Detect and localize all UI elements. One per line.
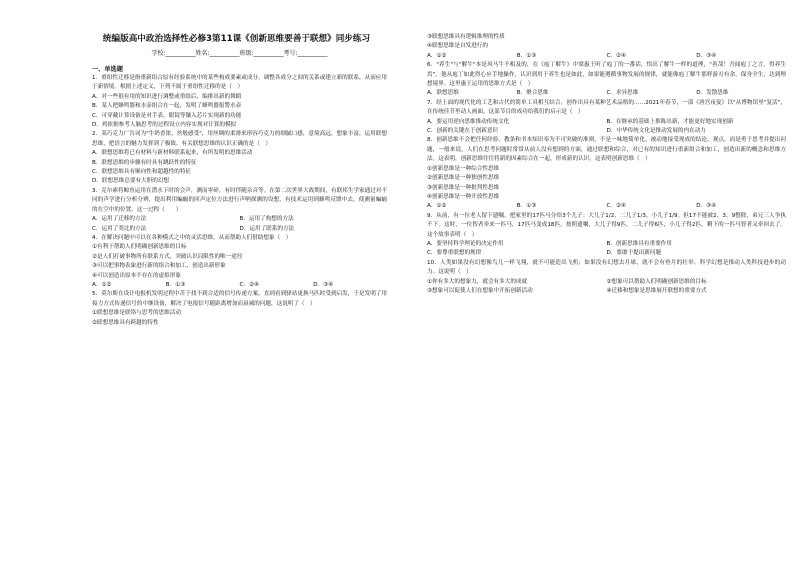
question-stem: 9．从前，有一位老人留下遗嘱，把家里的17匹马分给3个儿子：大儿子1/2，二儿子1/3，小儿子1/9。但17不能被2、3、9整除，弟兄三人争执不下。这时，一位智者牵来一匹马，17匹马变成18匹，按照遗嘱，大儿子得9匹，二儿子得6匹，小儿子得2匹，剩下的一匹马智者又牵回去了。这个故事表明（ ）: [427, 212, 786, 238]
option-b: B．某人把蜂鸣器和水壶组合在一起，发明了蜂鸣器报警水壶: [92, 103, 242, 110]
option-b: B．聚合思维: [516, 90, 549, 97]
option-b: B．①③: [516, 52, 537, 59]
option-d: D．③④: [696, 52, 717, 59]
question-6: [427, 61, 786, 99]
option-d: D．③④: [313, 281, 334, 288]
statement-1: ①你有多大的想象力，就会有多大的成就: [427, 278, 528, 285]
question-stem: 10．人类如果没有幻想像鸟儿一样飞翔，就不可能造出飞机；如果没有幻想去月球，就不会有登月的壮举。科学幻想是推动人类科技进步的动力。这说明（ ）: [427, 259, 786, 276]
statement-1: ①创新思维是一种综合性思维: [427, 165, 500, 172]
question-stem: 2．某巧克力广告词为"牛奶香浓，丝般感受"，用丝绸的柔滑来形容巧克力的细腻口感，意境高远，想象丰富，运用联想思维，把语言的魅力发挥到了极致。有关联想思维的认识正确的是（ ）: [92, 131, 387, 147]
option-c: C．可穿戴计算设备是对手表、眼镜等镶入芯片实现新的功能: [92, 112, 242, 119]
options-row: [427, 249, 786, 258]
options-row: [427, 240, 786, 249]
options-row: [92, 225, 387, 234]
statements-row: [427, 278, 786, 287]
question-stem: 3．克尔索将鲸鱼运用在潜水下时的会声，测而零碎，有时伴随杂音等。在第二次世界大战期间，有联邦生学家通过对不同的声学进行分析分辨，提出利用蝙蝠的回声定位方法进行声呐探测的设想，有技术运用到蜂鸣反馈中去，使测量蝙蝠的在空中的位置，这一过程（ ）: [92, 187, 387, 213]
option-a: A．①②: [427, 203, 447, 210]
statement-2: ②联想思维具有跨越的特性: [92, 319, 159, 326]
options-row: [427, 118, 786, 127]
option-a: A．要坚持科学理论的决定作用: [427, 240, 504, 247]
option-a: A．联想思维将已有材料与新材料联系起来，有所发明的思维活动: [92, 150, 253, 157]
options-row: [427, 127, 786, 136]
statement-3: ③联想思维具有逻辑推理的性质: [427, 34, 505, 40]
option-b: B．联想思维的步骤有时具有跳跃性的特征: [92, 159, 197, 166]
option-a: A．运用了迁移的方法: [92, 216, 147, 223]
question-2: [92, 130, 387, 186]
question-stem: 6．"养生"与"解牛"本是风马牛不相及的，在《庖丁解牛》中梁惠王听了庖丁的一番话，悟出了解牛一样的道理，"善哉！吾闻庖丁之言，得养生焉"。他从庖丁如此得心应手地操作，认识到用于养生也是如此，如果能遵循事物发展的规律，就能像庖丁解牛那样游刃有余，保身全生，达到理想境界。这里惠王运用的思维方式是（ ）: [427, 62, 786, 88]
question-1: [92, 74, 387, 130]
option-a: A．联想思维: [427, 90, 459, 97]
statement-3: ③创新思维是一种批判性思维: [427, 184, 500, 191]
question-stem: 7．经上面的现代化的工艺和古代的简单工具相互结合，创作出具有某种艺术品格的……2021年春节，一部《唐宫夜宴》以"从博物馆里"复活"，在传统佳节里动人画面。这部节目的成功给我们的启示是（ ）: [427, 99, 786, 116]
options-row: [427, 202, 786, 211]
statement-4: ④联想思维是自发进行的: [427, 43, 488, 50]
option-c: C．求异思维: [606, 90, 639, 97]
option-c: C．联想思维具有顺向性和超越性的特征: [92, 169, 192, 176]
student-info-line: 学校:__________姓名:__________班级:__________考号:__________: [151, 50, 328, 57]
question-stem: 5．莫尔斯在设计电报机发明过程中苦于找不到合适的信号传递方案，直到看到驿站更换马匹时受到启发，于是发明了用接力方式传递信号的中继设备，解决了电报信号随距离增加而衰减的问题，这说明了（ ）: [92, 291, 387, 307]
question-stem: 8．创新思维不会把任何经验、教条和书本知识奉为不可突破的准则，不是一味地简单化、被动地接受现成的结论、观点，而是勇于思考并提出问题，一般来说，人们在思考问题时常常从前人没有想到的方面，通过联想和综合，对已有的知识进行重新组合和加工，创造出新的概念和思维方法。这表明，创新思维往往将新的因素综合在一起，形成新的认识。这表明创新思维（ ）: [427, 137, 786, 163]
statement-3: ③想象可以促使人们在想象中开拓创新活动: [427, 287, 533, 294]
question-stem: 4．在解决问题中可以在各种模式之中的灵活思维，从而帮助人们借助想象（ ）: [92, 234, 292, 241]
statement-2: ②创新思维是一种独创性思维: [427, 175, 500, 182]
option-c: C．运用了类比的方法: [92, 225, 147, 232]
statement-1: ①联想思维是联络与思考的思维活动: [92, 310, 181, 317]
option-d: D．③④: [696, 203, 717, 210]
document-title: 统编版高中政治选择性必修3第11课《创新思维要善于联想》同步练习: [102, 34, 371, 44]
question-7: [427, 99, 786, 137]
statement-2: ②是人们打破事物所有联系方式，突破认识局限性的唯一途径: [92, 253, 243, 260]
question-10: [427, 259, 786, 297]
question-5: [92, 290, 387, 328]
statement-3: ③可以把事物表象进行新的组合和加工，创造出新形象: [92, 263, 226, 270]
option-a: A．①②: [92, 281, 112, 288]
question-8: [427, 136, 786, 211]
statement-2: ②想象可以帮助人们明确创新思维的目标: [606, 278, 707, 285]
option-d: D．运用了联系的方法: [239, 225, 295, 232]
option-c: C．②④: [239, 281, 260, 288]
option-d: D．要敢于提出新问题: [606, 250, 662, 257]
option-a: A．对一些很有用的知识进行调整或重组后，编排出新的舞蹈: [92, 93, 242, 100]
right-page: [397, 0, 794, 562]
question-stem: 1．重组性迁移是指重新组合原有经验系统中的某些构成要素或成分，调整各成分之间的关系或建立新的联系，从而应用于新情境。根据上述定义，下列不属于重组性迁移的是（ ）: [92, 75, 387, 91]
statement-4: ④迁移和想象是思维展开联想的重要方式: [606, 287, 707, 294]
statement-4: ④可以创造出原本不存在的虚拟形象: [92, 272, 181, 279]
option-c: C．要尊重联想的规律: [427, 250, 482, 257]
options-row: [427, 52, 786, 61]
question-9: [427, 212, 786, 259]
option-b: B．①③: [516, 203, 537, 210]
option-b: B．运用了构想的方法: [239, 216, 294, 223]
option-c: C．②④: [606, 52, 627, 59]
option-d: D．鸡依据参考人脑思考的过程设立内容实现对计算的模拟: [92, 122, 237, 129]
option-b: B．创新思维具有重要作用: [606, 240, 672, 247]
option-b: B．在继承的基础上推陈出新，才能更好地实现创新: [606, 118, 734, 125]
option-d: D．联想思维总要有大胆的幻想: [92, 178, 170, 185]
question-5-continued: [427, 33, 786, 61]
option-d: D．发散思维: [696, 90, 729, 97]
option-a: A．要运用逆向思维推动传统文化: [427, 118, 510, 125]
options-row: [92, 215, 387, 224]
option-a: A．①②: [427, 52, 447, 59]
option-d: D．中华传统文化是推动发展的内在动力: [606, 128, 706, 135]
question-3: [92, 187, 387, 234]
option-c: C．②④: [606, 203, 627, 210]
options-row: [92, 281, 387, 290]
statement-1: ①有利于帮助人们明确创新思维的目标: [92, 244, 187, 251]
statements-row: [427, 287, 786, 296]
question-4: [92, 234, 387, 290]
options-row: [427, 89, 786, 98]
statement-4: ④创新思维是一种开放性思维: [427, 193, 500, 200]
section-heading: 一、单选题: [92, 66, 123, 73]
option-c: C．创新的关键在于创新意识: [427, 128, 499, 135]
option-b: B．①③: [165, 281, 186, 288]
